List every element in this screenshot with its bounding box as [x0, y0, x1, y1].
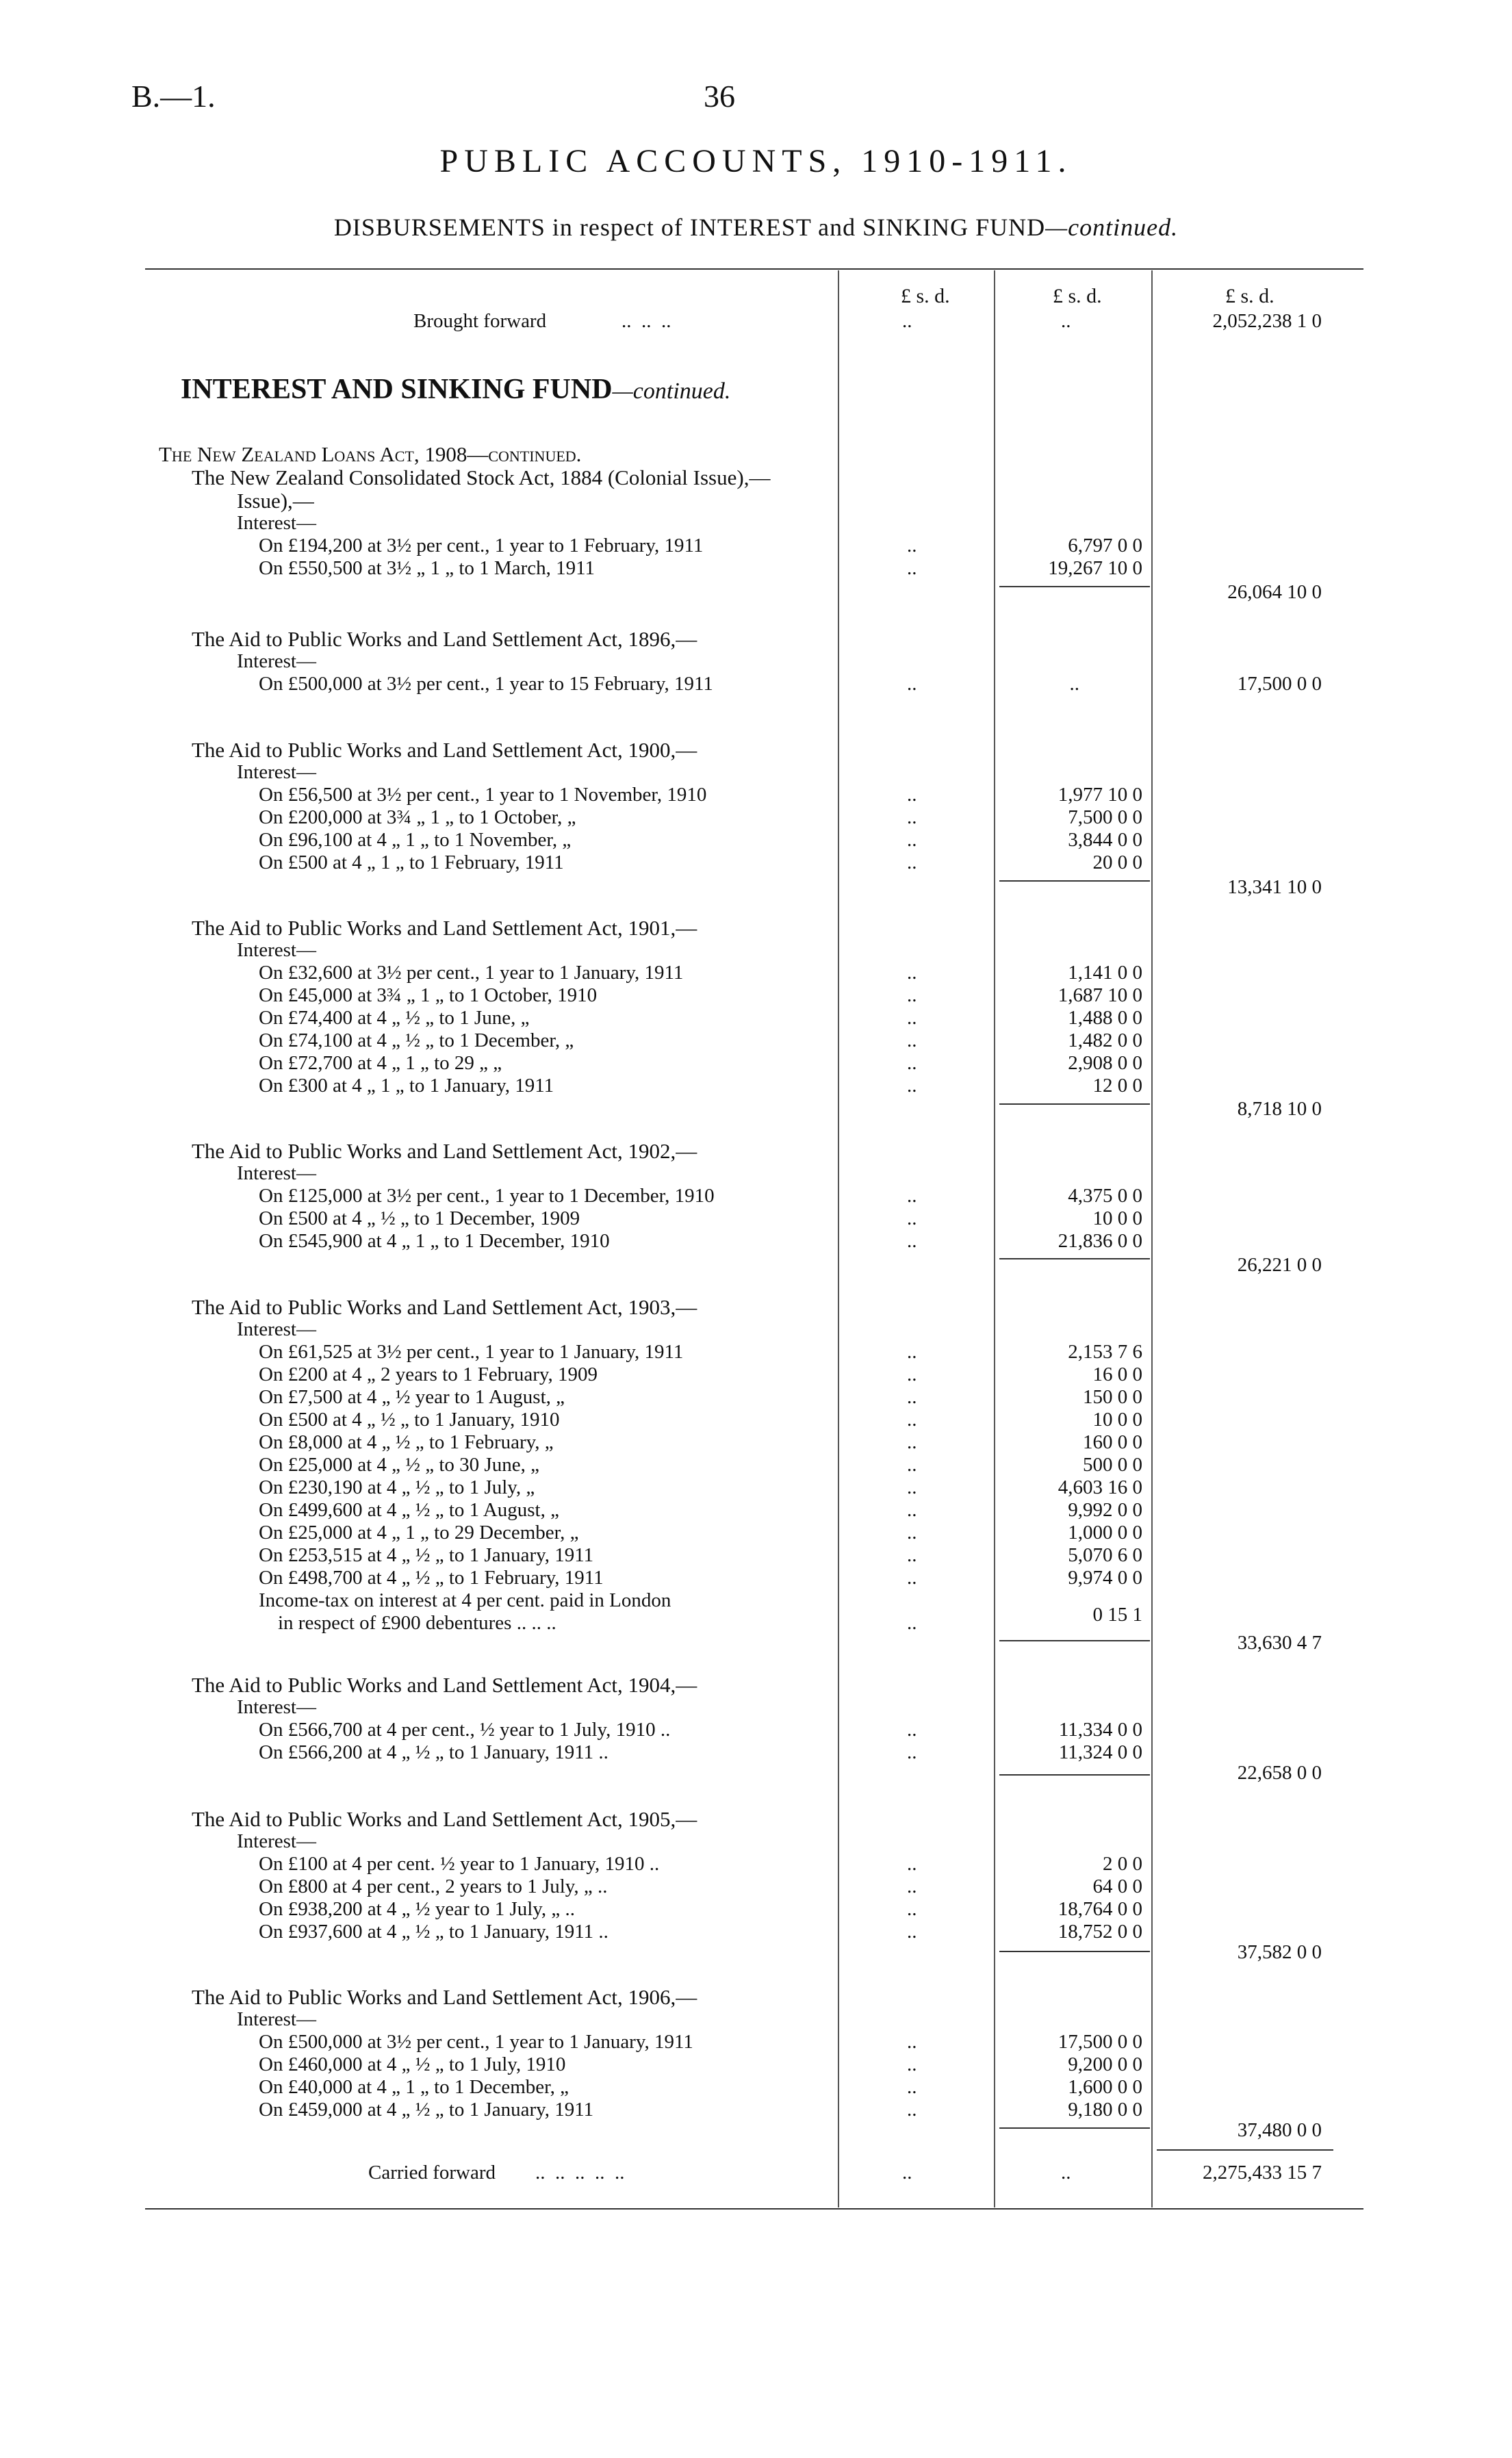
leader-dots: ..: [907, 1741, 917, 1763]
interest-amount: 1,482 0 0: [1068, 1029, 1142, 1051]
interest-line: On £96,100 at 4 „ 1 „ to 1 November, „: [259, 829, 572, 851]
interest-label: Interest—: [237, 1318, 316, 1340]
interest-line: On £550,500 at 3½ „ 1 „ to 1 March, 1911: [259, 557, 595, 579]
block-title: The Aid to Public Works and Land Settlement Act, 1902,—: [192, 1139, 697, 1163]
block-total: 8,718 10 0: [1237, 1098, 1322, 1120]
interest-line: On £499,600 at 4 „ ½ „ to 1 August, „: [259, 1499, 559, 1521]
leader-dots: ..: [907, 1341, 917, 1363]
leader-dots: ..: [907, 535, 917, 556]
column-divider: [1151, 270, 1153, 2207]
interest-line: On £800 at 4 per cent., 2 years to 1 July, „ ..: [259, 1875, 608, 1897]
leader-dots: ..: [907, 1075, 917, 1097]
interest-amount: 4,375 0 0: [1068, 1185, 1142, 1207]
carried-forward-total: 2,275,433 15 7: [1203, 2162, 1322, 2184]
leader-dots: ..: [907, 852, 917, 873]
block-total: 17,500 0 0: [1237, 673, 1322, 695]
block-total: 22,658 0 0: [1237, 1762, 1322, 1784]
interest-line: On £32,600 at 3½ per cent., 1 year to 1 January, 1911: [259, 962, 684, 984]
leader-dots: ..: [907, 1052, 917, 1074]
leader-dots: ..: [907, 1364, 917, 1385]
section-heading: INTEREST AND SINKING FUND—continued.: [181, 374, 731, 405]
interest-amount: 9,974 0 0: [1068, 1567, 1142, 1589]
block-total: 26,221 0 0: [1237, 1254, 1322, 1276]
interest-amount: 2 0 0: [1103, 1853, 1142, 1875]
leader-dots: ..: [907, 1921, 917, 1943]
interest-label: Interest—: [237, 1162, 316, 1184]
interest-line: On £253,515 at 4 „ ½ „ to 1 January, 1911: [259, 1544, 594, 1566]
interest-label: Interest—: [237, 939, 316, 961]
subtotal-rule: [999, 586, 1150, 587]
total-rule: [1157, 2149, 1333, 2151]
leader-dots: ..: [907, 1719, 917, 1741]
interest-amount: 1,687 10 0: [1058, 984, 1142, 1006]
leader-dots: ..: [907, 2031, 917, 2053]
interest-amount: 2,153 7 6: [1068, 1341, 1142, 1363]
interest-amount: 150 0 0: [1083, 1386, 1142, 1408]
leader-dots: ..: [907, 1454, 917, 1476]
interest-line: On £500 at 4 „ ½ „ to 1 December, 1909: [259, 1207, 580, 1229]
interest-line: On £40,000 at 4 „ 1 „ to 1 December, „: [259, 2076, 569, 2098]
interest-line: On £937,600 at 4 „ ½ „ to 1 January, 1911 ..: [259, 1921, 608, 1943]
interest-line: On £230,190 at 4 „ ½ „ to 1 July, „: [259, 1476, 535, 1498]
block-title: The Aid to Public Works and Land Settlement Act, 1903,—: [192, 1295, 697, 1319]
column-header: £ s. d.: [1225, 285, 1274, 307]
block-title: The Aid to Public Works and Land Settlement Act, 1906,—: [192, 1985, 697, 2009]
brought-forward-label: Brought forward: [413, 310, 547, 332]
interest-amount: 0 15 1: [1092, 1604, 1142, 1626]
interest-line: On £500 at 4 „ 1 „ to 1 February, 1911: [259, 852, 564, 873]
interest-amount: 1,600 0 0: [1068, 2076, 1142, 2098]
subtotal-rule: [999, 1640, 1150, 1641]
income-tax-line: Income-tax on interest at 4 per cent. paid in London: [259, 1589, 671, 1611]
interest-line: On £45,000 at 3¾ „ 1 „ to 1 October, 1910: [259, 984, 598, 1006]
interest-label: Interest—: [237, 650, 316, 672]
leader-dots: ..: [907, 806, 917, 828]
interest-amount: 6,797 0 0: [1068, 535, 1142, 556]
interest-line: On £125,000 at 3½ per cent., 1 year to 1 December, 1910: [259, 1185, 715, 1207]
interest-line: On £498,700 at 4 „ ½ „ to 1 February, 1911: [259, 1567, 604, 1589]
interest-line: On £566,700 at 4 per cent., ½ year to 1 July, 1910 ..: [259, 1719, 671, 1741]
page-number: 36: [704, 79, 735, 114]
block-total: 33,630 4 7: [1237, 1632, 1322, 1654]
interest-amount: 7,500 0 0: [1068, 806, 1142, 828]
leader-dots: ..: [907, 1476, 917, 1498]
interest-amount: 5,070 6 0: [1068, 1544, 1142, 1566]
interest-amount: 10 0 0: [1092, 1409, 1142, 1431]
interest-line: On £56,500 at 3½ per cent., 1 year to 1 November, 1910: [259, 784, 707, 806]
leader-dots: ..: [907, 1409, 917, 1431]
interest-amount: 12 0 0: [1092, 1075, 1142, 1097]
subtotal-rule: [999, 1951, 1150, 1952]
carried-forward-label: Carried forward: [368, 2162, 496, 2184]
interest-amount: 20 0 0: [1092, 852, 1142, 873]
column-placeholder: ..: [1061, 2162, 1071, 2184]
interest-line: On £200 at 4 „ 2 years to 1 February, 1909: [259, 1364, 598, 1385]
block-title: The New Zealand Consolidated Stock Act, 1884 (Colonial Issue),—: [192, 465, 771, 489]
interest-amount: 19,267 10 0: [1048, 557, 1142, 579]
leader-dots: ..: [907, 1898, 917, 1920]
block-total: 13,341 10 0: [1227, 876, 1322, 898]
interest-amount: 2,908 0 0: [1068, 1052, 1142, 1074]
interest-line: On £8,000 at 4 „ ½ „ to 1 February, „: [259, 1431, 554, 1453]
interest-line: On £25,000 at 4 „ ½ „ to 30 June, „: [259, 1454, 539, 1476]
interest-line: On £459,000 at 4 „ ½ „ to 1 January, 1911: [259, 2099, 594, 2121]
document-reference: B.—1.: [131, 79, 216, 114]
interest-line: On £300 at 4 „ 1 „ to 1 January, 1911: [259, 1075, 554, 1097]
block-title: The Aid to Public Works and Land Settlement Act, 1900,—: [192, 738, 697, 762]
leader-dots: ..: [907, 2076, 917, 2098]
leader-dots: ..: [907, 2053, 917, 2075]
act-heading: The New Zealand Loans Act, 1908—continued.: [159, 442, 582, 466]
leader-dots: ..: [907, 1386, 917, 1408]
interest-amount: 500 0 0: [1083, 1454, 1142, 1476]
subtotal-rule: [999, 2127, 1150, 2129]
subtotal-rule: [999, 1774, 1150, 1776]
interest-amount: 4,603 16 0: [1058, 1476, 1142, 1498]
block-title: The Aid to Public Works and Land Settlement Act, 1896,—: [192, 627, 697, 651]
table-top-rule: [145, 268, 1363, 270]
block-total: 37,582 0 0: [1237, 1941, 1322, 1963]
interest-line: On £74,400 at 4 „ ½ „ to 1 June, „: [259, 1007, 530, 1029]
column-divider: [994, 270, 995, 2207]
column-header: £ s. d.: [1053, 285, 1102, 307]
interest-amount: 1,000 0 0: [1068, 1522, 1142, 1544]
interest-amount: 18,764 0 0: [1058, 1898, 1142, 1920]
leader-dots: .. .. .. .. ..: [535, 2162, 625, 2184]
leader-dots: ..: [907, 1522, 917, 1544]
interest-amount: 1,488 0 0: [1068, 1007, 1142, 1029]
column-placeholder: ..: [902, 310, 912, 332]
interest-amount: 17,500 0 0: [1058, 2031, 1142, 2053]
interest-amount: 9,200 0 0: [1068, 2053, 1142, 2075]
leader-dots: ..: [907, 1567, 917, 1589]
leader-dots: ..: [907, 1431, 917, 1453]
leader-dots: ..: [907, 784, 917, 806]
block-total: 26,064 10 0: [1227, 581, 1322, 603]
interest-line: On £938,200 at 4 „ ½ year to 1 July, „ ..: [259, 1898, 576, 1920]
brought-forward-total: 2,052,238 1 0: [1212, 310, 1322, 332]
interest-line: On £100 at 4 per cent. ½ year to 1 January, 1910 ..: [259, 1853, 660, 1875]
interest-line: On £566,200 at 4 „ ½ „ to 1 January, 1911 ..: [259, 1741, 608, 1763]
interest-amount: 3,844 0 0: [1068, 829, 1142, 851]
interest-line: On £25,000 at 4 „ 1 „ to 29 December, „: [259, 1522, 579, 1544]
leader-dots: ..: [907, 1544, 917, 1566]
leader-dots: ..: [907, 1185, 917, 1207]
interest-line: On £200,000 at 3¾ „ 1 „ to 1 October, „: [259, 806, 576, 828]
interest-amount: 11,324 0 0: [1058, 1741, 1142, 1763]
leader-dots: ..: [907, 1875, 917, 1897]
leader-dots: ..: [907, 1612, 917, 1634]
block-title: The Aid to Public Works and Land Settlement Act, 1904,—: [192, 1673, 697, 1697]
block-total: 37,480 0 0: [1237, 2119, 1322, 2141]
interest-label: Interest—: [237, 1696, 316, 1718]
leader-dots: ..: [907, 1853, 917, 1875]
leader-dots: ..: [907, 557, 917, 579]
column-placeholder: ..: [902, 2162, 912, 2184]
interest-line: On £72,700 at 4 „ 1 „ to 29 „ „: [259, 1052, 502, 1074]
interest-amount: 160 0 0: [1083, 1431, 1142, 1453]
subtotal-rule: [999, 880, 1150, 882]
block-title: The Aid to Public Works and Land Settlement Act, 1901,—: [192, 916, 697, 940]
interest-amount: ..: [1069, 673, 1079, 695]
column-divider: [838, 270, 839, 2207]
block-title-continuation: Issue),—: [237, 489, 314, 513]
income-tax-line: in respect of £900 debentures .. .. ..: [278, 1612, 556, 1634]
interest-amount: 9,992 0 0: [1068, 1499, 1142, 1521]
interest-amount: 9,180 0 0: [1068, 2099, 1142, 2121]
block-title: The Aid to Public Works and Land Settlement Act, 1905,—: [192, 1807, 697, 1831]
interest-label: Interest—: [237, 512, 316, 534]
leader-dots: ..: [907, 984, 917, 1006]
leader-dots: ..: [907, 962, 917, 984]
interest-line: On £74,100 at 4 „ ½ „ to 1 December, „: [259, 1029, 574, 1051]
interest-amount: 21,836 0 0: [1058, 1230, 1142, 1252]
table-bottom-rule: [145, 2208, 1363, 2210]
interest-amount: 18,752 0 0: [1058, 1921, 1142, 1943]
leader-dots: ..: [907, 1029, 917, 1051]
interest-label: Interest—: [237, 2008, 316, 2030]
leader-dots: ..: [907, 1007, 917, 1029]
interest-line: On £61,525 at 3½ per cent., 1 year to 1 January, 1911: [259, 1341, 684, 1363]
page-title: PUBLIC ACCOUNTS, 1910-1911.: [439, 143, 1073, 179]
interest-amount: 10 0 0: [1092, 1207, 1142, 1229]
interest-line: On £194,200 at 3½ per cent., 1 year to 1 February, 1911: [259, 535, 704, 556]
leader-dots: ..: [907, 1207, 917, 1229]
column-header: £ s. d.: [901, 285, 950, 307]
leader-dots: ..: [907, 673, 917, 695]
leader-dots: ..: [907, 2099, 917, 2121]
interest-amount: 64 0 0: [1092, 1875, 1142, 1897]
interest-line: On £7,500 at 4 „ ½ year to 1 August, „: [259, 1386, 565, 1408]
subtotal-rule: [999, 1258, 1150, 1259]
subtotal-rule: [999, 1103, 1150, 1105]
interest-line: On £500,000 at 3½ per cent., 1 year to 15 February, 1911: [259, 673, 713, 695]
page-subtitle: DISBURSEMENTS in respect of INTEREST and SINKING FUND—continued.: [333, 214, 1179, 241]
interest-amount: 1,141 0 0: [1068, 962, 1142, 984]
leader-dots: ..: [907, 1499, 917, 1521]
interest-line: On £500 at 4 „ ½ „ to 1 January, 1910: [259, 1409, 560, 1431]
interest-line: On £500,000 at 3½ per cent., 1 year to 1 January, 1911: [259, 2031, 693, 2053]
column-placeholder: ..: [1061, 310, 1071, 332]
interest-line: On £460,000 at 4 „ ½ „ to 1 July, 1910: [259, 2053, 566, 2075]
leader-dots: ..: [907, 829, 917, 851]
interest-amount: 16 0 0: [1092, 1364, 1142, 1385]
interest-line: On £545,900 at 4 „ 1 „ to 1 December, 1910: [259, 1230, 610, 1252]
interest-label: Interest—: [237, 761, 316, 783]
interest-label: Interest—: [237, 1830, 316, 1852]
interest-amount: 11,334 0 0: [1058, 1719, 1142, 1741]
leader-dots: ..: [907, 1230, 917, 1252]
leader-dots: .. .. ..: [622, 310, 671, 332]
interest-amount: 1,977 10 0: [1058, 784, 1142, 806]
